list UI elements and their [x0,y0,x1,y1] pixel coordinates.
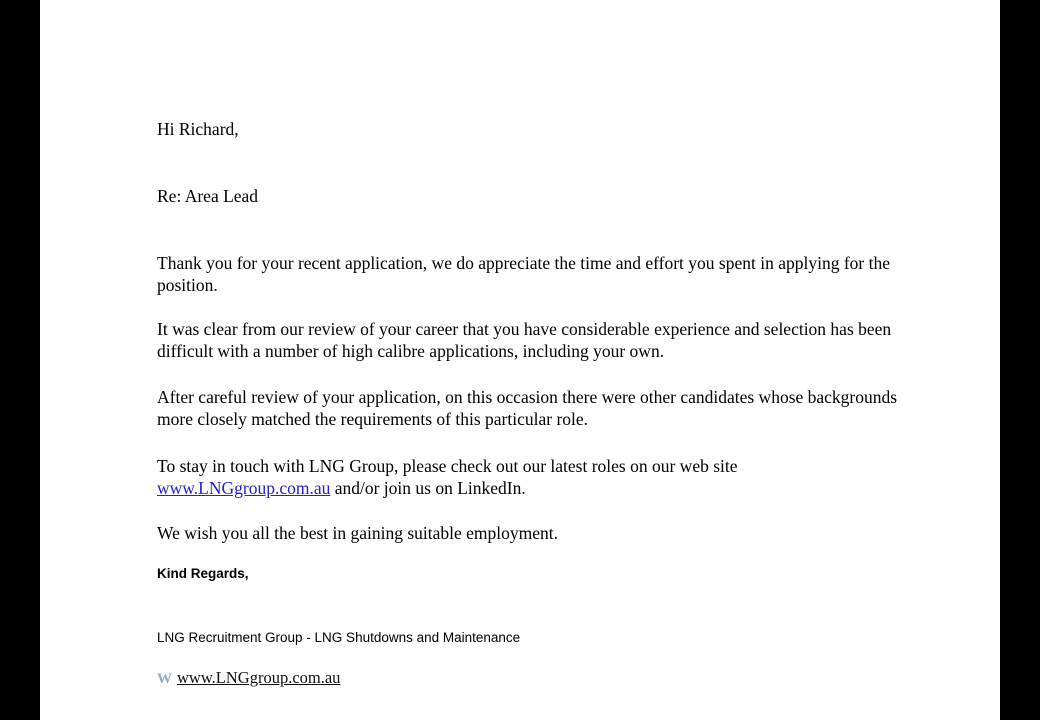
signature-website-link[interactable]: www.LNGgroup.com.au [177,668,341,687]
paragraph-thank-you: Thank you for your recent application, we do appreciate the time and effort you spent in applying for the position. [157,253,890,295]
signature-web-row [157,668,340,689]
paragraph-review: It was clear from our review of your career that you have considerable experience and selection has been difficult with a number of high calibre applications, including your own. [157,319,892,361]
lng-group-website-link[interactable]: www.LNGgroup.com.au [157,478,331,498]
web-label-icon: W [157,671,172,687]
salutation: Hi Richard, [157,119,239,139]
subject-line: Re: Area Lead [157,186,259,206]
letterbox-left-bar [0,0,40,720]
letter-page [40,0,1000,720]
paragraph-best-wishes: We wish you all the best in gaining suitable employment. [157,523,559,543]
letterbox-right-bar [1000,0,1040,720]
sign-off: Kind Regards, [157,566,249,581]
paragraph-stay-in-touch [157,455,877,499]
stay-in-touch-text-before: To stay in touch with LNG Group, please check out our latest roles on our web site [157,456,738,476]
paragraph-outcome: After careful review of your application, on this occasion there were other candidates whose backgrounds more closely matched the requirements of this particular role. [157,387,898,429]
stay-in-touch-text-after: and/or join us on LinkedIn. [330,478,526,498]
signature-company-line: LNG Recruitment Group - LNG Shutdowns and Maintenance [157,630,521,645]
